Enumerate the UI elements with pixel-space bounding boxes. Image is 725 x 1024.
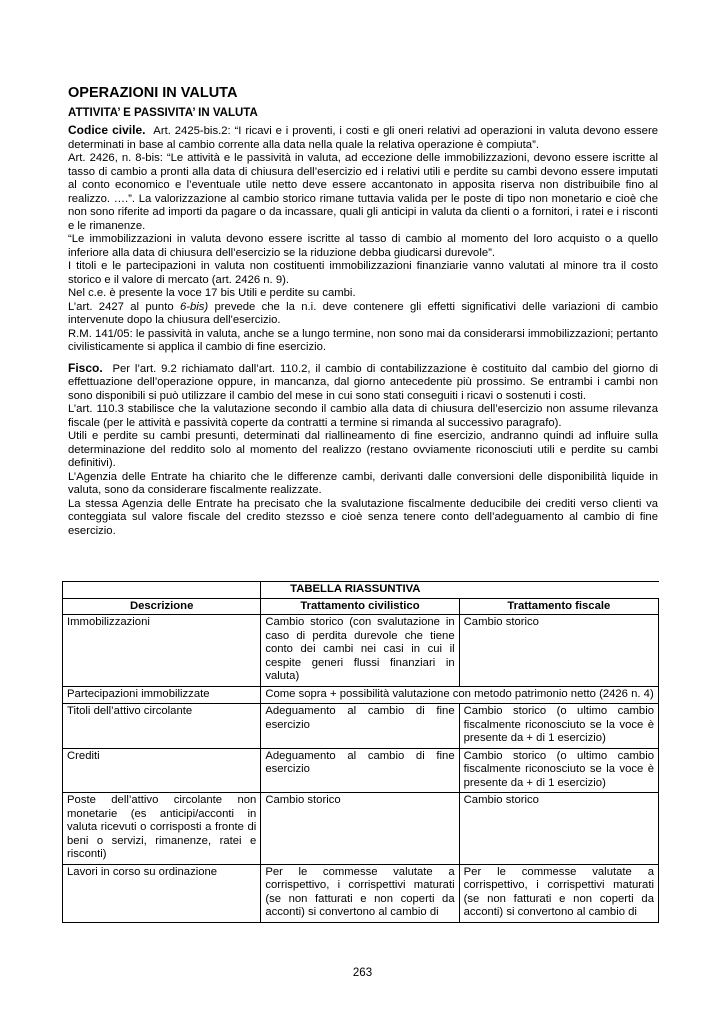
- fisco-paragraph-5: La stessa Agenzia delle Entrate ha precisato che la svalutazione fiscalmente deducibile dei crediti verso clienti va conteggiata sul valore fiscale del credito stezsso e cioè senza tenere conto dell’adeguamento al cambio di fine esercizio.: [68, 497, 658, 537]
- fisco-paragraph-4: L’Agenzia delle Entrate ha chiarito che le differenze cambi, derivanti dalle conversioni delle disponibilità liquide in valuta, sono da considerare fiscalmente realizzate.: [68, 470, 658, 496]
- fisco-lead: Fisco.: [68, 360, 103, 375]
- table-cell: Cambio storico: [459, 615, 658, 687]
- table-header-row: [63, 598, 659, 615]
- table-cell: Adeguamento al cambio di fine esercizio: [261, 704, 459, 749]
- fisco-paragraph-1: [68, 362, 658, 404]
- table-header-fiscal: Trattamento fiscale: [459, 598, 658, 615]
- table-row: [63, 704, 659, 749]
- civil-text-6b: 6-bis): [179, 300, 209, 313]
- table-cell: Lavori in corso su ordinazione: [63, 864, 261, 922]
- table-cell: Per le commesse valutate a corrispettivo, i corrispettivi maturati (se non fatturati e non coperti da acconti) si convertono al cambio di: [261, 864, 459, 922]
- civil-text-6c: prevede che la n.i. deve contenere gli effetti significativi delle variazioni di cambio intervenute dopo la chiusura dell'esercizio.: [68, 300, 659, 326]
- table-cell: Cambio storico (o ultimo cambio fiscalmente riconosciuto se la voce è presente da + di 1 esercizio): [459, 704, 658, 749]
- fisco-text-1: Per l’art. 9.2 richiamato dall’art. 110.2, il cambio di contabilizzazione è costituito dal cambio del giorno di effettuazione dell’operazione oppure, in mancanza, dal giorno antecedente più prossimo. Se entrambi i cambi non sono disponibili si può utilizzare il cambio del mese in cui sono stati conseguiti i ricavi o sostenuti i costi.: [68, 362, 658, 402]
- civil-text-6a: L’art. 2427 al punto: [68, 300, 180, 313]
- table-row: [63, 686, 659, 704]
- civil-paragraph-4: I titoli e le partecipazioni in valuta non costituenti immobilizzazioni finanziarie vanno valutati al minore tra il costo storico e il valore di mercato (art. 2426 n. 9).: [68, 260, 658, 286]
- table-cell: Cambio storico: [261, 793, 459, 865]
- civil-lead: Codice civile.: [68, 123, 146, 137]
- civil-paragraph-6: [68, 301, 658, 328]
- table-row: [63, 615, 659, 687]
- table-cell: Cambio storico: [459, 793, 658, 865]
- table-cell: Come sopra + possibilità valutazione con metodo patrimonio netto (2426 n. 4): [261, 686, 659, 704]
- caption-empty-cell: [63, 582, 261, 599]
- table-header-description: Descrizione: [63, 598, 261, 615]
- table-caption: [261, 582, 659, 599]
- page-number: 263: [352, 967, 373, 979]
- table-row: [63, 793, 659, 865]
- civil-text-1: Art. 2425-bis.2: “I ricavi e i proventi, i costi e gli oneri relativi ad operazioni in valuta devono essere determinati in base al cambio corrente alla data nella quale la relativa operazione è compiuta”.: [68, 125, 659, 151]
- table-cell: Crediti: [63, 748, 261, 793]
- table-cell: Immobilizzazioni: [63, 615, 261, 687]
- table-cell: Cambio storico (o ultimo cambio fiscalmente riconosciuto se la voce è presente da + di 1 esercizio): [459, 748, 658, 793]
- table-cell: Per le commesse valutate a corrispettivo, i corrispettivi maturati (se non fatturati e non coperti da acconti) si convertono al cambio di: [459, 864, 658, 922]
- civil-paragraph-2: Art. 2426, n. 8-bis: “Le attività e le passività in valuta, ad eccezione delle immobilizzazioni, devono essere iscritte al tasso di cambio a pronti alla data di chiusura dell’esercizio ed i relativi utili e perdite su cambi devono essere imputati al conto economico e l’eventuale utile netto deve essere accantonato in apposita riserva non distribuibile fino al realizzo. ….”. La valorizzazione al cambio storico rimane tuttavia valida per le poste di tipo non monetario e cioè che non sono riferite ad importi da pagare o da incassare, quali gli anticipi in valuta da clienti o a fornitori, i ratei e i risconti e le rimanenze.: [68, 152, 658, 232]
- table-row: [63, 748, 659, 793]
- page-title: OPERAZIONI IN VALUTA: [68, 85, 238, 101]
- summary-table: [62, 581, 659, 923]
- table-header-civil: Trattamento civilistico: [261, 598, 459, 615]
- table-row: [63, 864, 659, 922]
- spacer: [68, 355, 658, 362]
- table-cell: Titoli dell’attivo circolante: [63, 704, 261, 749]
- page-body: [68, 84, 658, 538]
- section-subtitle: ATTIVITA’ E PASSIVITA’ IN VALUTA: [68, 107, 258, 119]
- table-cell: Partecipazioni immobilizzate: [63, 686, 261, 704]
- fisco-paragraph-3: Utili e perdite su cambi presunti, determinati dal riallineamento di fine esercizio, andranno quindi ad influire sulla determinazione del reddito solo al momento del realizzo (restano ovviamente riconosciuti utili e perdite su cambi definitivi).: [68, 430, 658, 469]
- table-cell: Poste dell’attivo circolante non monetarie (es anticipi/acconti in valuta ricevuti o corrisposti a fronte di beni o servizi, rimanenze, ratei e risconti): [63, 793, 261, 865]
- civil-paragraph-3: “Le immobilizzazioni in valuta devono essere iscritte al tasso di cambio al momento del loro acquisto o a quello inferiore alla data di chiusura dell’esercizio se la riduzione debba giudicarsi durevole”.: [68, 233, 658, 259]
- civil-paragraph-5: Nel c.e. è presente la voce 17 bis Utili e perdite su cambi.: [68, 287, 356, 299]
- table-caption-row: [63, 582, 659, 599]
- fisco-paragraph-2: L’art. 110.3 stabilisce che la valutazione secondo il cambio alla data di chiusura dell’esercizio non assume rilevanza fiscale (per le attività e passività coperte da contratti a termine si rimanda al successivo paragrafo).: [68, 403, 658, 429]
- table-cell: Adeguamento al cambio di fine esercizio: [261, 748, 459, 793]
- table-caption-text: TABELLA RIASSUNTIVA: [290, 583, 421, 595]
- civil-paragraph-1: [68, 124, 658, 152]
- civil-paragraph-7: R.M. 141/05: le passività in valuta, anche se a lungo termine, non sono mai da considerarsi immobilizzazioni; pertanto civilisticamente si applica il cambio di fine esercizio.: [68, 327, 658, 353]
- table-cell: Cambio storico (con svalutazione in caso di perdita durevole che tiene conto dei cambi nei casi in cui il cespite generi flussi finanziari in valuta): [261, 615, 459, 687]
